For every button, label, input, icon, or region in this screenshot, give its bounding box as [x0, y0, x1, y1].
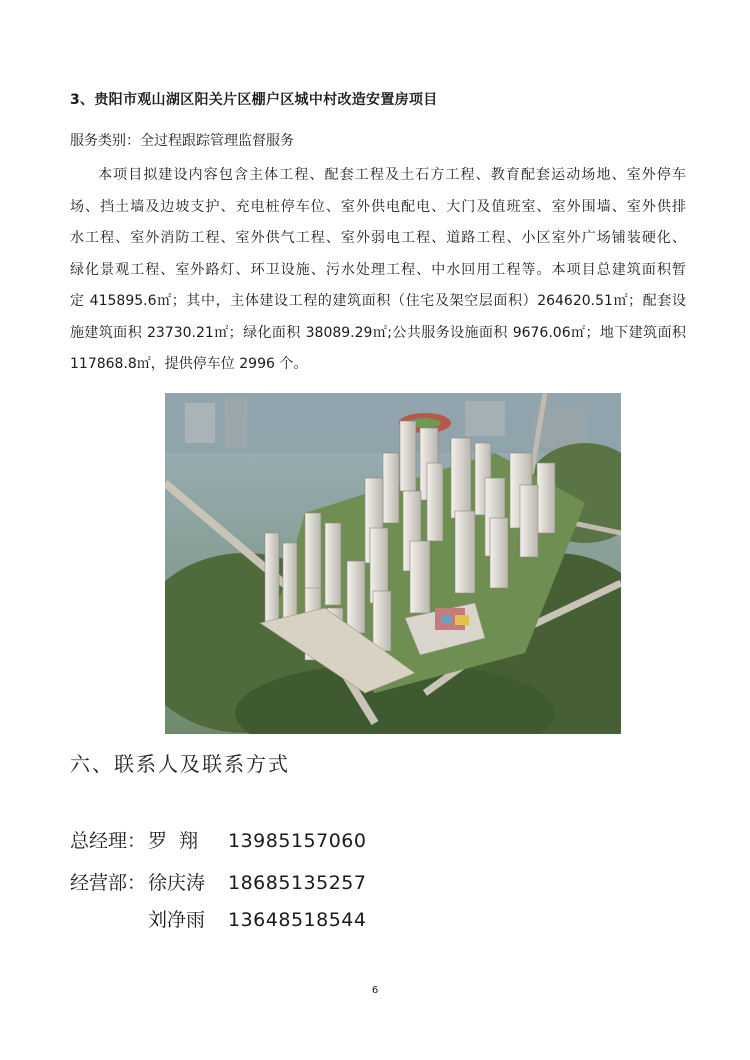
- aerial-view-illustration: [165, 393, 621, 734]
- description-line: 绿化景观工程、室外路灯、环卫设施、污水处理工程、中水回用工程等。本项目总建筑面积暂: [70, 261, 686, 278]
- project-heading: 3、贵阳市观山湖区阳关片区棚户区城中村改造安置房项目: [70, 92, 438, 108]
- contacts-section-title: 六、联系人及联系方式: [70, 752, 290, 776]
- contact-phone: 13985157060: [228, 830, 367, 852]
- contact-role: 总经理：: [70, 830, 147, 852]
- description-line: 水工程、室外消防工程、室外供气工程、室外弱电工程、道路工程、小区室外广场铺装硬化、: [70, 230, 686, 246]
- description-line: 场、挡土墙及边坡支护、充电桩停车位、室外供电配电、大门及值班室、室外围墙、室外供排: [70, 198, 686, 215]
- description-line: 施建筑面积 23730.21㎡；绿化面积 38089.29㎡;公共服务设施面积 9676.06㎡；地下建筑面积: [70, 324, 686, 341]
- contact-row: [70, 826, 366, 853]
- contact-name: 罗 翔: [148, 830, 199, 852]
- contact-row: [70, 905, 366, 932]
- contact-name: 徐庆涛: [148, 872, 206, 894]
- page-number: 6: [371, 985, 379, 996]
- project-description: [70, 160, 686, 381]
- contact-role: 经营部：: [70, 872, 147, 894]
- contact-row: [70, 868, 366, 895]
- project-rendering-image: [165, 393, 621, 734]
- description-line: 定 415895.6㎡；其中，主体建设工程的建筑面积（住宅及架空层面积）264620.51㎡；配套设: [70, 293, 686, 309]
- contact-phone: 18685135257: [228, 872, 367, 894]
- service-category: 服务类别：全过程跟踪管理监督服务: [70, 133, 294, 149]
- description-line: 本项目拟建设内容包含主体工程、配套工程及土石方工程、教育配套运动场地、室外停车: [98, 167, 686, 183]
- contact-phone: 13648518544: [228, 909, 367, 931]
- contact-name: 刘净雨: [148, 909, 206, 931]
- description-line: 117868.8㎡，提供停车位 2996 个。: [70, 356, 308, 372]
